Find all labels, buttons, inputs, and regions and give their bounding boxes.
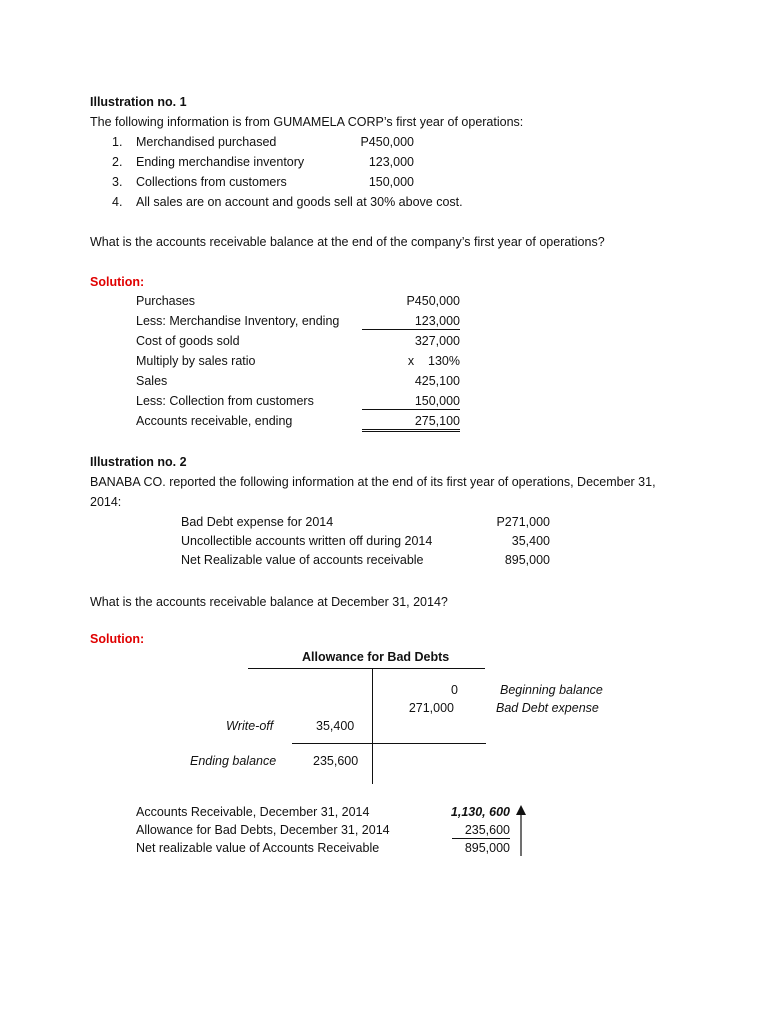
question-text: What is the accounts receivable balance at December 31, 2014? [90, 595, 448, 609]
summary-row-value: 235,600 [452, 822, 510, 839]
info-row-label: Uncollectible accounts written off during 2014 [181, 534, 433, 548]
t-account-ending-label: Ending balance [190, 754, 277, 768]
question-text: What is the accounts receivable balance at the end of the company’s first year of operations? [90, 235, 605, 249]
solution-row-value: 275,100 [362, 413, 460, 432]
up-arrow-icon [514, 804, 528, 858]
t-account-writeoff-label: Write-off [226, 719, 274, 733]
list-item-number: 2. [112, 155, 123, 169]
solution-row-label: Less: Collection from customers [136, 394, 314, 408]
illustration-2-intro-line2: 2014: [90, 495, 122, 509]
solution-row-label: Accounts receivable, ending [136, 414, 293, 428]
list-item-value: 123,000 [368, 155, 414, 169]
summary-row-label: Accounts Receivable, December 31, 2014 [136, 805, 370, 819]
t-account-debit-rule [292, 743, 372, 744]
solution-row-label: Sales [136, 374, 168, 388]
solution-row-value: 150,000 [362, 393, 460, 410]
info-row-value: 895,000 [504, 553, 550, 567]
solution-label: Solution: [90, 275, 145, 289]
summary-row-value: 1,130, 600 [450, 805, 510, 819]
solution-row-label: Less: Merchandise Inventory, ending [136, 314, 340, 328]
solution-row-value: 327,000 [414, 334, 460, 348]
t-account-beginning-value: 0 [451, 683, 458, 697]
illustration-2-intro-line1: BANABA CO. reported the following information at the end of its first year of operations, December 31, [90, 475, 656, 489]
solution-row-label: Cost of goods sold [136, 334, 240, 348]
t-account-beginning-note: Beginning balance [500, 683, 603, 697]
solution-row-value: x 130% [407, 354, 460, 368]
solution-row-value: P450,000 [406, 294, 460, 308]
t-account-bad-debt-value: 271,000 [408, 701, 454, 715]
list-item-value: 150,000 [368, 175, 414, 189]
list-item-label: Ending merchandise inventory [136, 155, 305, 169]
solution-label: Solution: [90, 632, 145, 646]
info-row-label: Net Realizable value of accounts receivable [181, 553, 424, 567]
list-item-number: 4. [112, 195, 123, 209]
list-item-number: 1. [112, 135, 123, 149]
list-item-label: Collections from customers [136, 175, 287, 189]
t-account-writeoff-value: 35,400 [316, 719, 355, 733]
t-account-credit-rule [372, 743, 486, 744]
info-row-label: Bad Debt expense for 2014 [181, 515, 334, 529]
t-account-bad-debt-note: Bad Debt expense [496, 701, 599, 715]
summary-row-value: 895,000 [464, 841, 510, 855]
solution-row-label: Multiply by sales ratio [136, 354, 256, 368]
list-item-label: All sales are on account and goods sell at 30% above cost. [136, 195, 463, 209]
t-account-ending-value: 235,600 [313, 754, 359, 768]
t-account-center-rule [372, 668, 373, 784]
info-row-value: 35,400 [511, 534, 550, 548]
list-item-value: P450,000 [360, 135, 414, 149]
illustration-1-title: Illustration no. 1 [90, 95, 187, 109]
list-item-number: 3. [112, 175, 123, 189]
summary-row-label: Net realizable value of Accounts Receivable [136, 841, 380, 855]
t-account-title: Allowance for Bad Debts [302, 650, 450, 664]
solution-row-value: 425,100 [414, 374, 460, 388]
solution-row-value: 123,000 [362, 313, 460, 330]
info-row-value: P271,000 [496, 515, 550, 529]
illustration-2-title: Illustration no. 2 [90, 455, 187, 469]
summary-row-label: Allowance for Bad Debts, December 31, 2014 [136, 823, 390, 837]
illustration-1-intro: The following information is from GUMAMELA CORP’s first year of operations: [90, 115, 524, 129]
solution-row-label: Purchases [136, 294, 196, 308]
t-account-top-rule [248, 668, 485, 669]
list-item-label: Merchandised purchased [136, 135, 277, 149]
